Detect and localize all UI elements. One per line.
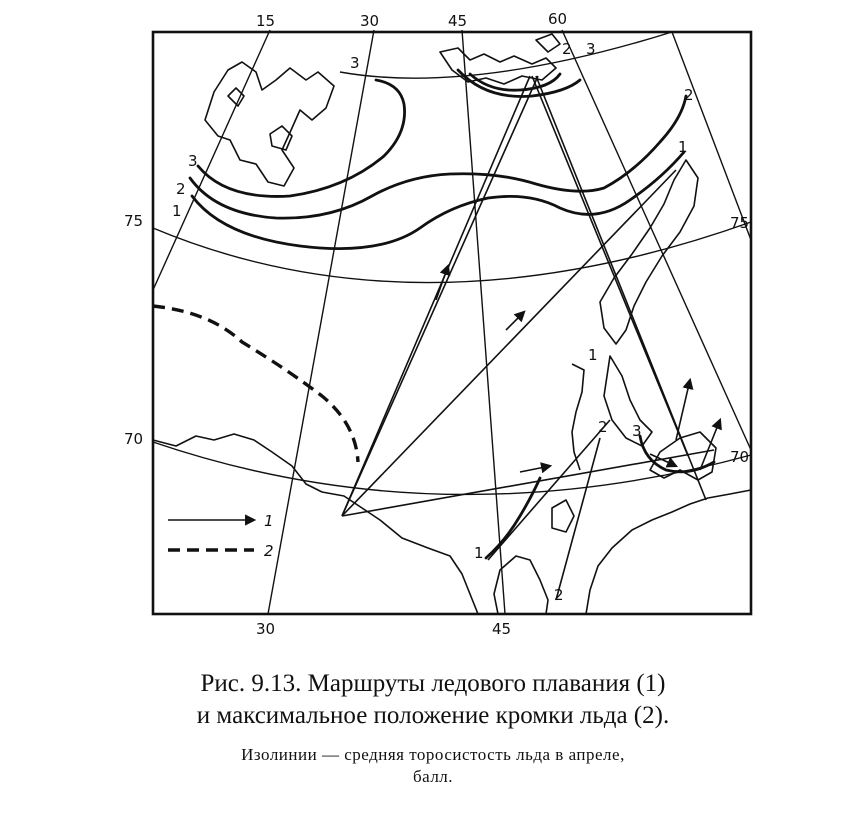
caption-line-2: и максимальное положение кромки льда (2). <box>196 702 670 729</box>
east-mainland-coast <box>572 364 584 470</box>
meridian-45 <box>462 30 505 614</box>
route-arrow-mid-3 <box>520 466 550 472</box>
route-murmansk-yamal <box>342 450 714 516</box>
legend-label-ice-edge: 2 <box>264 542 274 560</box>
route-murmansk-fjl-west <box>342 76 530 516</box>
isoline-label-3-fjl: 3 <box>586 40 596 58</box>
isoline-label-2-barents: 2 <box>598 418 608 436</box>
isoline-label-2-west: 2 <box>176 180 186 198</box>
meridian-label-15: 15 <box>256 12 276 30</box>
isoline-label-1-nz: 1 <box>588 346 598 364</box>
meridian-label-30-bottom: 30 <box>256 620 276 638</box>
isoline-1-south <box>486 478 540 558</box>
parallel-label-70-right: 70 <box>730 448 750 466</box>
meridian-30 <box>268 30 374 614</box>
isoline-2-north <box>458 70 580 96</box>
isoline-label-1-east: 1 <box>678 138 688 156</box>
legend-label-route: 1 <box>264 512 274 530</box>
vaygach-coast <box>604 356 652 446</box>
parallel-80 <box>340 32 672 78</box>
isoline-label-1-south: 1 <box>474 544 484 562</box>
pechora-coast <box>586 490 751 614</box>
map-legend <box>168 512 274 560</box>
isoline-1 <box>192 152 684 249</box>
isoline-label-2-fjl: 2 <box>562 40 572 58</box>
meridian-label-30: 30 <box>360 12 380 30</box>
meridian-label-60: 60 <box>548 10 568 28</box>
isoline-label-2-east: 2 <box>684 86 694 104</box>
note-line-2: балл. <box>412 767 454 786</box>
parallel-label-75-right: 75 <box>730 214 750 232</box>
route-murmansk-fjl-east <box>342 76 538 516</box>
kolguev-coast <box>552 500 574 532</box>
white-sea-coast <box>494 556 548 614</box>
ice-navigation-routes <box>342 76 720 600</box>
coastlines <box>153 34 751 614</box>
route-east-arrow-1 <box>676 380 690 440</box>
note-line-1: Изолинии — средняя торосистость льда в апреле, <box>241 745 625 764</box>
max-ice-edge-line <box>153 306 358 462</box>
caption-line-1: Рис. 9.13. Маршруты ледового плавания (1) <box>200 670 666 697</box>
isoline-label-3-north: 3 <box>350 54 360 72</box>
figure-caption <box>0 668 866 732</box>
route-arrow-mid-2 <box>506 312 524 330</box>
svalbard-coast <box>205 62 334 186</box>
figure-note <box>0 744 866 788</box>
meridian-lines <box>153 30 751 614</box>
route-fjl-south <box>532 76 688 456</box>
isoline-label-3-kara: 3 <box>632 422 642 440</box>
parallel-label-75-left: 75 <box>124 212 144 230</box>
route-murmansk-nz-north <box>342 170 676 516</box>
isolines <box>190 70 714 558</box>
isoline-label-3-west: 3 <box>188 152 198 170</box>
meridian-75 <box>672 32 751 240</box>
isoline-label-1-west: 1 <box>172 202 182 220</box>
parallel-lines <box>153 32 751 494</box>
isoline-label-2-south: 2 <box>554 586 564 604</box>
route-white-sea-ne <box>488 420 610 560</box>
meridian-label-45: 45 <box>448 12 468 30</box>
isoline-2 <box>190 96 686 218</box>
meridian-60 <box>562 30 751 450</box>
franz-josef-islet <box>536 34 560 52</box>
meridian-label-45-bottom: 45 <box>492 620 512 638</box>
map-frame <box>153 32 751 614</box>
svalbard-islet-2 <box>228 88 244 106</box>
mainland-coast <box>153 434 478 614</box>
parallel-label-70-left: 70 <box>124 430 144 448</box>
route-east-arrow-2 <box>700 420 720 470</box>
svalbard-islet <box>270 126 292 150</box>
